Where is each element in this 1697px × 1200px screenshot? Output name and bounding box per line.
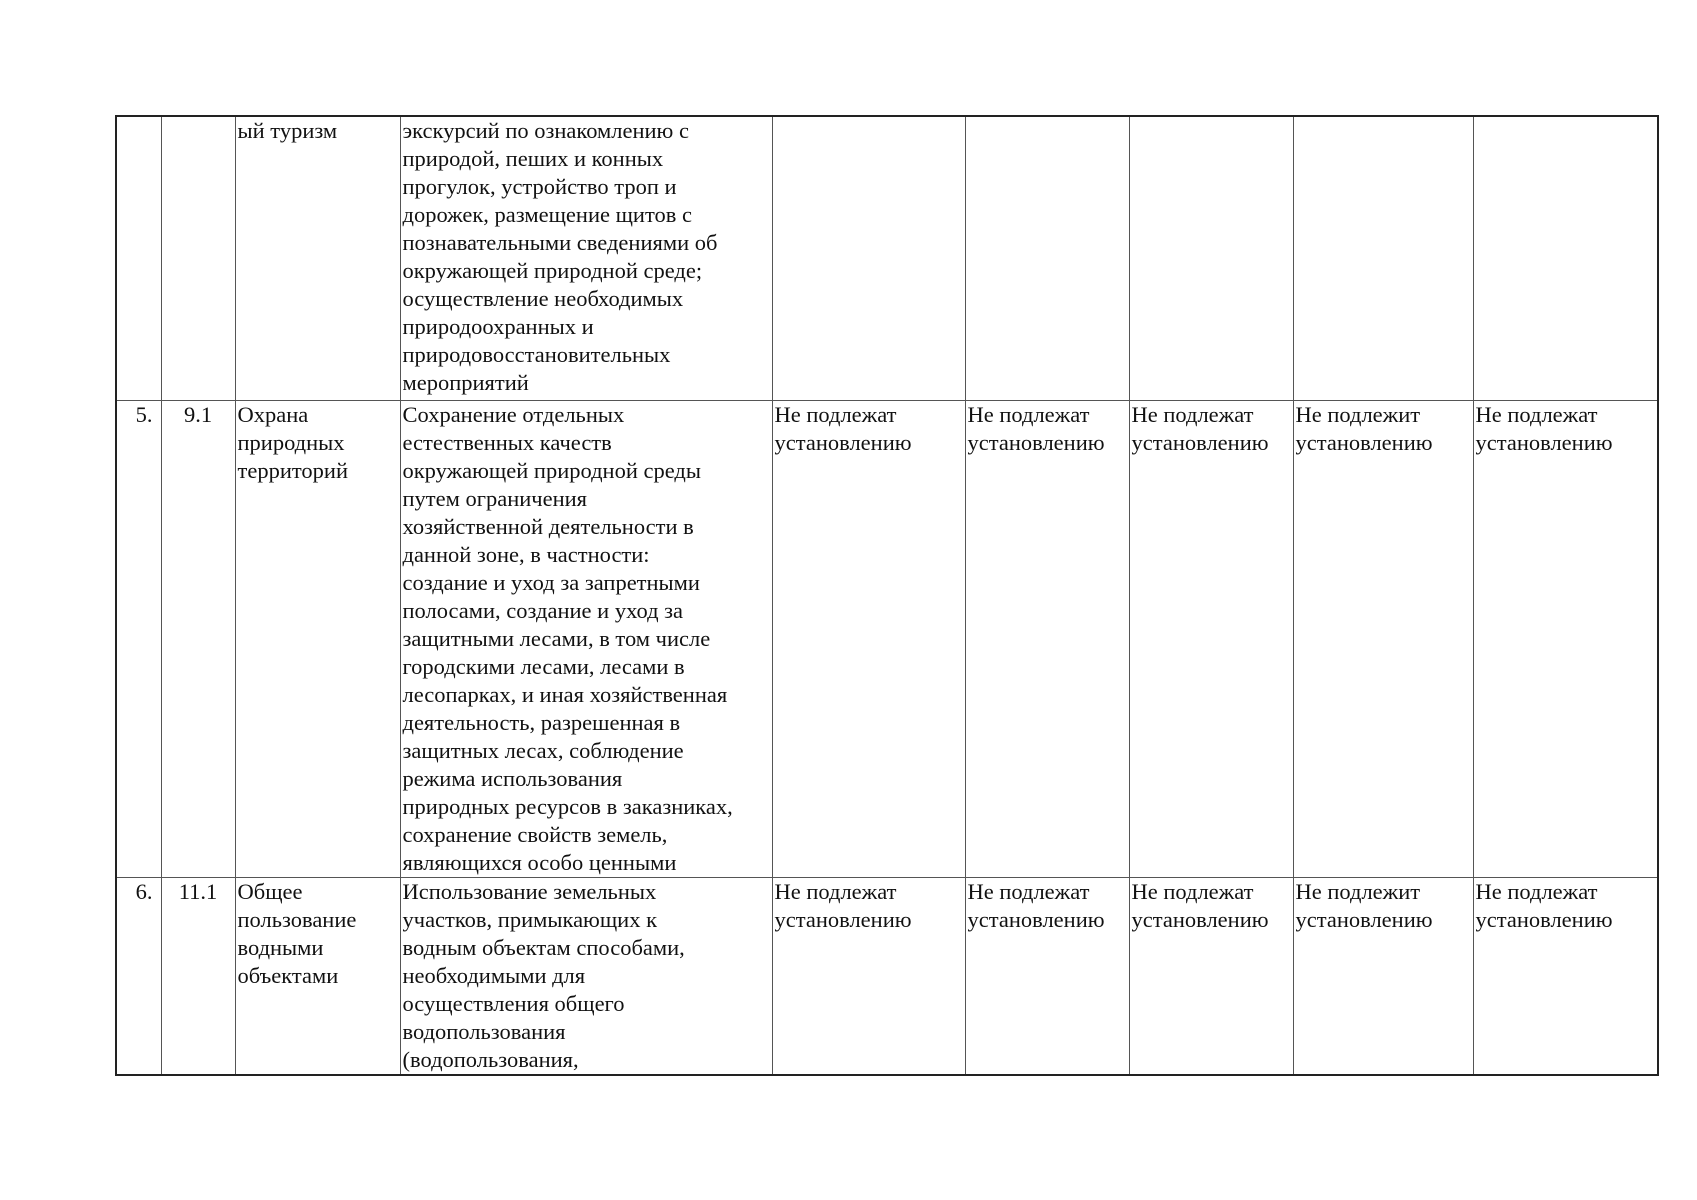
table-row (116, 116, 1658, 400)
parameter-cell: Не подлежат установлению (1129, 877, 1293, 1075)
row-number-cell (116, 116, 161, 400)
parameter-cell: Не подлежат установлению (772, 877, 965, 1075)
parameter-cell: Не подлежит установлению (1293, 400, 1473, 877)
code-cell (161, 116, 235, 400)
parameter-cell: Не подлежат установлению (965, 400, 1129, 877)
code-cell: 9.1 (161, 400, 235, 877)
parameter-cell (1293, 116, 1473, 400)
use-name-cell: Охрана природных территорий (235, 400, 400, 877)
use-name-cell: Общее пользование водными объектами (235, 877, 400, 1075)
zoning-table (115, 115, 1659, 1076)
parameter-cell: Не подлежат установлению (772, 400, 965, 877)
parameter-cell (1473, 116, 1658, 400)
row-number-cell: 6. (116, 877, 161, 1075)
parameter-cell (1129, 116, 1293, 400)
parameter-cell: Не подлежат установлению (1473, 877, 1658, 1075)
parameter-cell (965, 116, 1129, 400)
row-number-cell: 5. (116, 400, 161, 877)
use-name-cell: ый туризм (235, 116, 400, 400)
description-cell: Сохранение отдельных естественных качеств окружающей природной среды путем ограничения хозяйственной деятельности в данной зоне, в частности: создание и уход за запретными полосами, создание и уход за защитными лесами, в том числе городскими лесами, лесами в лесопарках, и иная хозяйственная деятельность, разрешенная в защитных лесах, соблюдение режима использования природных ресурсов в заказниках, сохранение свойств земель, являющихся особо ценными (400, 400, 772, 877)
parameter-cell: Не подлежат установлению (1129, 400, 1293, 877)
table-row (116, 400, 1658, 877)
parameter-cell: Не подлежат установлению (965, 877, 1129, 1075)
parameter-cell: Не подлежит установлению (1293, 877, 1473, 1075)
parameter-cell: Не подлежат установлению (1473, 400, 1658, 877)
description-cell: экскурсий по ознакомлению с природой, пеших и конных прогулок, устройство троп и дорожек, размещение щитов с познавательными сведениями об окружающей природной среде; осуществление необходимых природоохранных и природовосстановительных мероприятий (400, 116, 772, 400)
table-row (116, 877, 1658, 1075)
code-cell: 11.1 (161, 877, 235, 1075)
description-cell: Использование земельных участков, примыкающих к водным объектам способами, необходимыми для осуществления общего водопользования (водопользования, (400, 877, 772, 1075)
parameter-cell (772, 116, 965, 400)
